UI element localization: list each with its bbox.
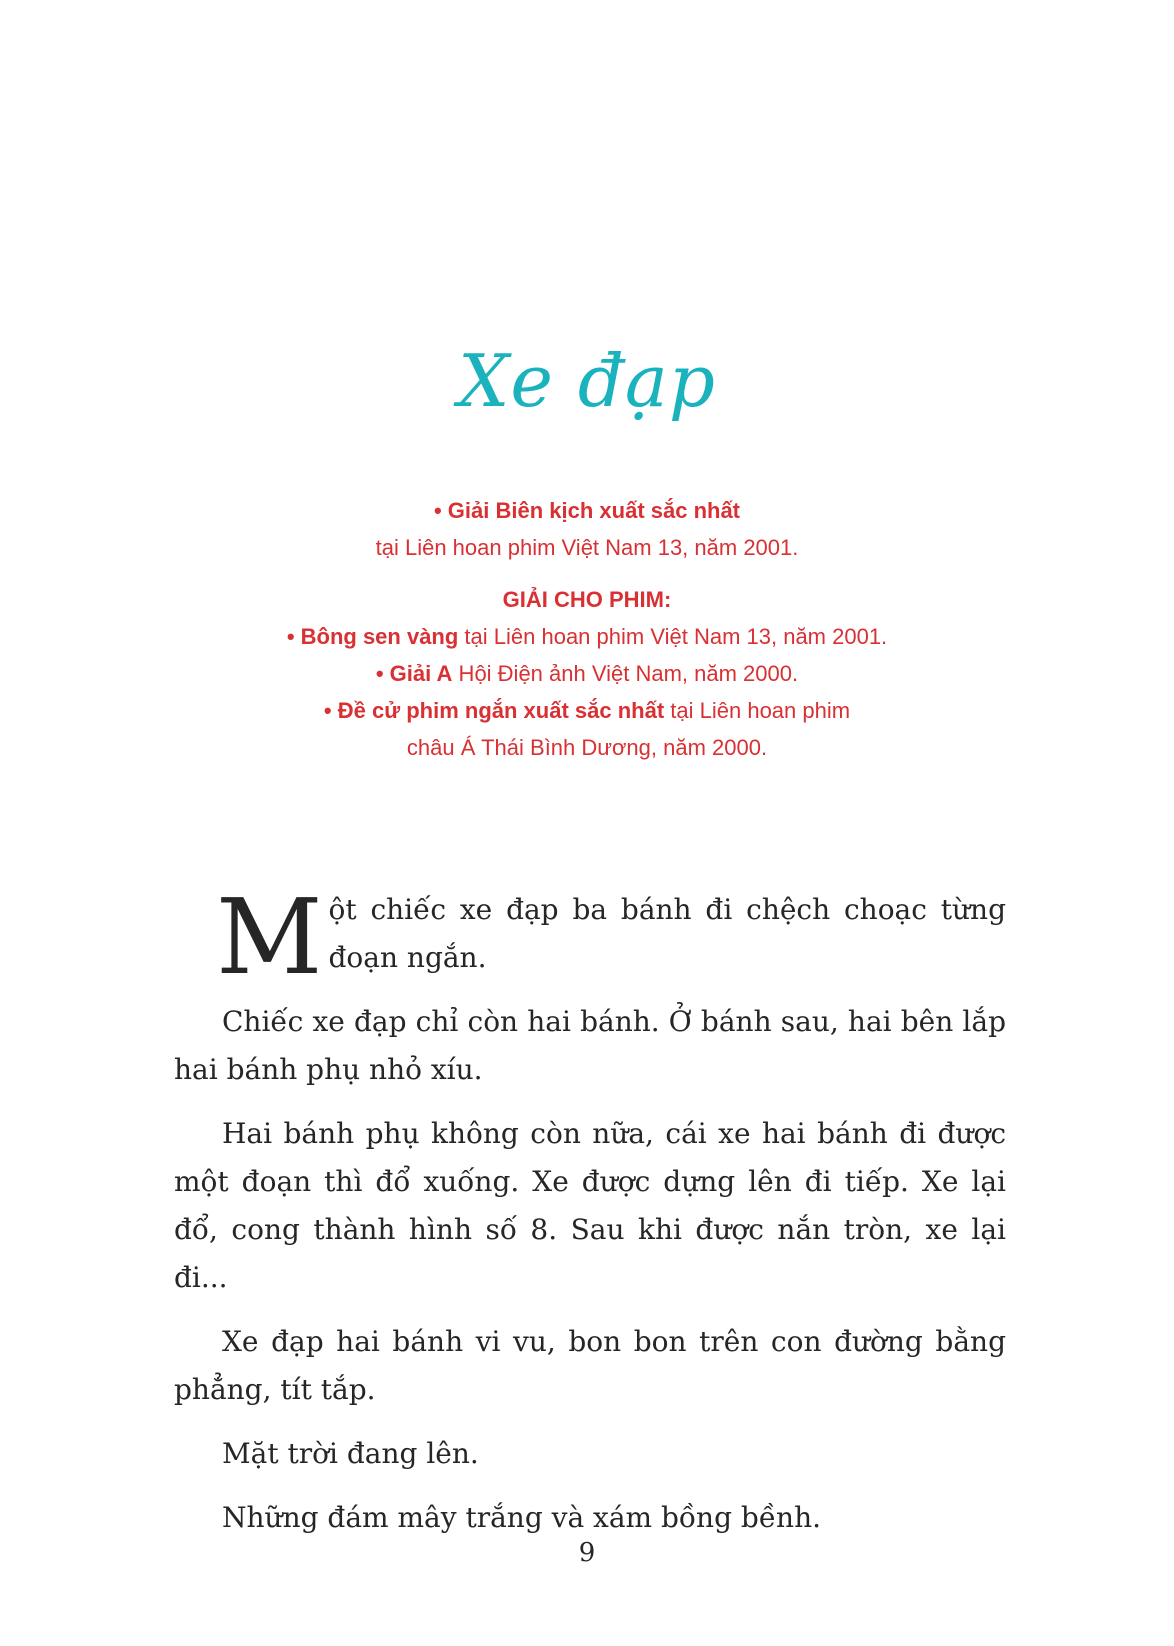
paragraph-1: Một chiếc xe đạp ba bánh đi chệch choạc từng đoạn ngắn. <box>216 876 1006 998</box>
award-3-detail: Hội Điện ảnh Việt Nam, năm 2000. <box>452 661 799 686</box>
page-number: 9 <box>578 1538 596 1568</box>
paragraph-3: Hai bánh phụ không còn nữa, cái xe hai bánh đi được một đoạn thì đổ xuống. Xe được dựng lên đi tiếp. Xe lại đổ, cong thành hình số 8. Sau khi được nắn tròn, xe lại đi... <box>174 1117 1006 1294</box>
award-4-detail-cont: châu Á Thái Bình Dương, năm 2000. <box>406 735 768 760</box>
award-3-name: • Giải A <box>375 661 453 686</box>
chapter-title: Xe đạp <box>458 339 716 423</box>
award-1-detail: tại Liên hoan phim Việt Nam 13, năm 2001. <box>375 535 799 560</box>
award-3 <box>0 655 1174 692</box>
paragraph-6: Những đám mây trắng và xám bồng bềnh. <box>222 1501 822 1534</box>
award-4-detail: tại Liên hoan phim <box>664 698 851 723</box>
drop-cap: M <box>216 876 323 998</box>
award-1 <box>0 492 1174 529</box>
award-4 <box>0 692 1174 729</box>
film-awards-heading: GIẢI CHO PHIM: <box>502 587 672 612</box>
award-4-name: • Đề cử phim ngắn xuất sắc nhất <box>323 698 665 723</box>
story-text <box>174 876 1006 1558</box>
award-2-detail: tại Liên hoan phim Việt Nam 13, năm 2001. <box>458 624 888 649</box>
paragraph-2: Chiếc xe đạp chỉ còn hai bánh. Ở bánh sau, hai bên lắp hai bánh phụ nhỏ xíu. <box>174 1005 1006 1086</box>
award-1-name: • Giải Biên kịch xuất sắc nhất <box>433 498 741 523</box>
paragraph-5: Mặt trời đang lên. <box>222 1437 479 1470</box>
award-2 <box>0 618 1174 655</box>
award-2-name: • Bông sen vàng <box>286 624 459 649</box>
paragraph-4: Xe đạp hai bánh vi vu, bon bon trên con đường bằng phẳng, tít tắp. <box>174 1325 1006 1406</box>
awards-block <box>0 492 1174 766</box>
